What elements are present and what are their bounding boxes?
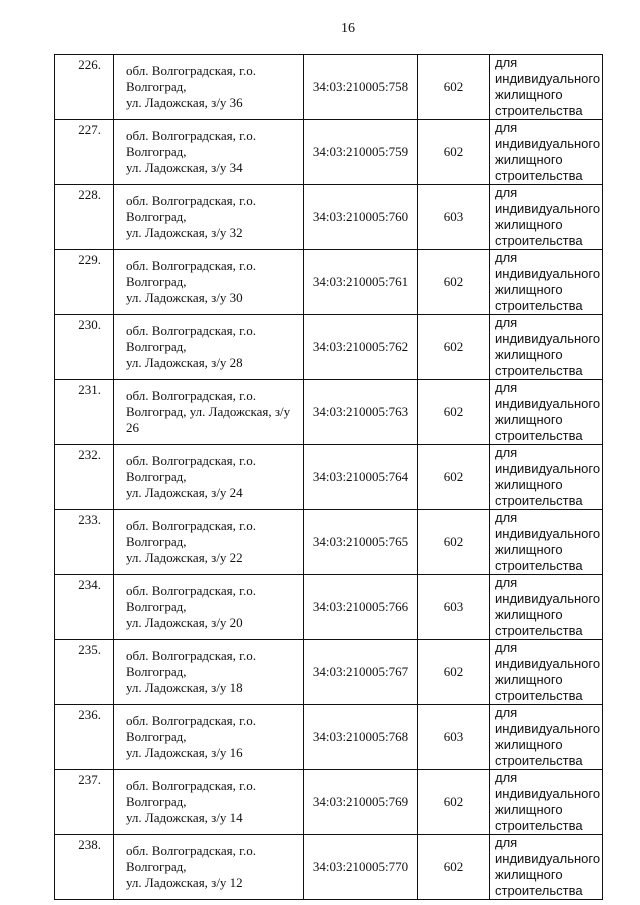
land-plots-table-body [55,55,603,900]
permitted-use-line: индивидуального [495,591,601,606]
plot-area: 603 [418,705,490,770]
permitted-use-line: строительства [495,558,583,573]
address-cell [114,120,304,185]
address-line: ул. Ладожская, з/у 28 [126,355,243,370]
permitted-use-cell [490,510,603,575]
permitted-use-line: для [495,380,518,395]
permitted-use-line: индивидуального [495,526,601,541]
permitted-use-line: для [495,185,518,200]
permitted-use-cell [490,250,603,315]
permitted-use-cell [490,120,603,185]
address-line: обл. Волгоградская, г.о. [126,778,256,793]
permitted-use-line: жилищного [495,607,563,622]
address-line: Волгоград, [126,664,187,679]
permitted-use-line: строительства [495,168,583,183]
permitted-use-line: строительства [495,883,583,898]
table-row [55,575,603,640]
row-number: 230. [55,315,114,380]
cadastral-number: 34:03:210005:768 [304,705,418,770]
plot-area: 602 [418,380,490,445]
plot-area: 602 [418,55,490,120]
permitted-use-cell [490,315,603,380]
address-line: ул. Ладожская, з/у 20 [126,615,243,630]
permitted-use-line: индивидуального [495,331,601,346]
address-cell [114,705,304,770]
row-number: 235. [55,640,114,705]
permitted-use-line: для [495,575,518,590]
table-row [55,55,603,120]
permitted-use-line: для [495,510,518,525]
table-row [55,120,603,185]
permitted-use-line: индивидуального [495,461,601,476]
row-number: 226. [55,55,114,120]
address-line: ул. Ладожская, з/у 16 [126,745,243,760]
permitted-use-line: для [495,770,518,785]
address-line: обл. Волгоградская, г.о. [126,193,256,208]
cadastral-number: 34:03:210005:764 [304,445,418,510]
table-row [55,640,603,705]
row-number: 227. [55,120,114,185]
permitted-use-line: жилищного [495,737,563,752]
plot-area: 602 [418,250,490,315]
address-line: Волгоград, [126,144,187,159]
plot-area: 602 [418,510,490,575]
permitted-use-line: строительства [495,688,583,703]
table-row [55,510,603,575]
cadastral-number: 34:03:210005:765 [304,510,418,575]
address-line: Волгоград, [126,859,187,874]
land-plots-table [54,54,603,900]
address-line: обл. Волгоградская, г.о. [126,388,256,403]
address-cell [114,445,304,510]
address-line: Волгоград, [126,79,187,94]
permitted-use-line: жилищного [495,412,563,427]
address-cell [114,55,304,120]
cadastral-number: 34:03:210005:761 [304,250,418,315]
permitted-use-line: индивидуального [495,71,601,86]
permitted-use-line: жилищного [495,152,563,167]
row-number: 232. [55,445,114,510]
permitted-use-line: для [495,640,518,655]
address-line: обл. Волгоградская, г.о. [126,258,256,273]
address-line: Волгоград, [126,339,187,354]
permitted-use-line: жилищного [495,217,563,232]
row-number: 234. [55,575,114,640]
address-line: ул. Ладожская, з/у 32 [126,225,243,240]
permitted-use-line: для [495,250,518,265]
cadastral-number: 34:03:210005:759 [304,120,418,185]
cadastral-number: 34:03:210005:767 [304,640,418,705]
table-row [55,705,603,770]
address-line: ул. Ладожская, з/у 22 [126,550,243,565]
permitted-use-line: строительства [495,753,583,768]
address-line: обл. Волгоградская, г.о. [126,128,256,143]
address-line: ул. Ладожская, з/у 30 [126,290,243,305]
permitted-use-line: для [495,55,518,70]
permitted-use-line: строительства [495,233,583,248]
address-line: обл. Волгоградская, г.о. [126,713,256,728]
table-row [55,770,603,835]
address-line: ул. Ладожская, з/у 36 [126,95,243,110]
address-line: обл. Волгоградская, г.о. [126,63,256,78]
plot-area: 602 [418,445,490,510]
permitted-use-line: строительства [495,818,583,833]
row-number: 238. [55,835,114,900]
row-number: 236. [55,705,114,770]
row-number: 237. [55,770,114,835]
address-cell [114,510,304,575]
cadastral-number: 34:03:210005:762 [304,315,418,380]
plot-area: 602 [418,835,490,900]
permitted-use-line: строительства [495,428,583,443]
address-line: ул. Ладожская, з/у 14 [126,810,243,825]
permitted-use-line: строительства [495,623,583,638]
row-number: 229. [55,250,114,315]
address-line: обл. Волгоградская, г.о. [126,518,256,533]
address-cell [114,315,304,380]
permitted-use-line: индивидуального [495,201,601,216]
permitted-use-cell [490,640,603,705]
address-cell [114,250,304,315]
plot-area: 603 [418,185,490,250]
table-row [55,315,603,380]
address-line: ул. Ладожская, з/у 18 [126,680,243,695]
address-line: обл. Волгоградская, г.о. [126,453,256,468]
address-cell [114,185,304,250]
page-number: 16 [341,21,355,36]
address-line: Волгоград, [126,534,187,549]
permitted-use-cell [490,445,603,510]
address-cell [114,640,304,705]
address-line: Волгоград, [126,274,187,289]
address-line: обл. Волгоградская, г.о. [126,323,256,338]
permitted-use-cell [490,185,603,250]
address-cell [114,380,304,445]
address-line: обл. Волгоградская, г.о. [126,583,256,598]
permitted-use-cell [490,770,603,835]
plot-area: 602 [418,315,490,380]
cadastral-number: 34:03:210005:760 [304,185,418,250]
permitted-use-line: индивидуального [495,266,601,281]
plot-area: 603 [418,575,490,640]
address-line: Волгоград, [126,209,187,224]
address-line: ул. Ладожская, з/у 12 [126,875,243,890]
table-row [55,380,603,445]
permitted-use-line: для [495,120,518,135]
permitted-use-cell [490,705,603,770]
permitted-use-line: жилищного [495,867,563,882]
cadastral-number: 34:03:210005:758 [304,55,418,120]
address-cell [114,770,304,835]
plot-area: 602 [418,640,490,705]
plot-area: 602 [418,770,490,835]
address-line: 26 [126,420,139,435]
permitted-use-line: индивидуального [495,786,601,801]
permitted-use-line: индивидуального [495,396,601,411]
address-line: Волгоград, [126,729,187,744]
address-line: ул. Ладожская, з/у 24 [126,485,243,500]
permitted-use-line: для [495,705,518,720]
permitted-use-cell [490,55,603,120]
address-cell [114,835,304,900]
permitted-use-line: индивидуального [495,721,601,736]
permitted-use-cell [490,835,603,900]
permitted-use-line: жилищного [495,477,563,492]
address-line: Волгоград, ул. Ладожская, з/у [126,404,291,419]
row-number: 228. [55,185,114,250]
plot-area: 602 [418,120,490,185]
cadastral-number: 34:03:210005:766 [304,575,418,640]
permitted-use-line: жилищного [495,87,563,102]
permitted-use-line: строительства [495,103,583,118]
table-row [55,185,603,250]
permitted-use-line: жилищного [495,347,563,362]
permitted-use-cell [490,380,603,445]
address-line: Волгоград, [126,469,187,484]
permitted-use-line: для [495,445,518,460]
permitted-use-line: строительства [495,493,583,508]
address-cell [114,575,304,640]
permitted-use-line: для [495,835,518,850]
permitted-use-cell [490,575,603,640]
permitted-use-line: жилищного [495,282,563,297]
row-number: 233. [55,510,114,575]
address-line: ул. Ладожская, з/у 34 [126,160,243,175]
table-row [55,250,603,315]
table-row [55,445,603,510]
address-line: Волгоград, [126,794,187,809]
permitted-use-line: жилищного [495,542,563,557]
address-line: обл. Волгоградская, г.о. [126,843,256,858]
address-line: Волгоград, [126,599,187,614]
table-row [55,835,603,900]
permitted-use-line: жилищного [495,802,563,817]
permitted-use-line: для [495,315,518,330]
row-number: 231. [55,380,114,445]
cadastral-number: 34:03:210005:763 [304,380,418,445]
permitted-use-line: индивидуального [495,656,601,671]
permitted-use-line: строительства [495,298,583,313]
cadastral-number: 34:03:210005:769 [304,770,418,835]
permitted-use-line: строительства [495,363,583,378]
permitted-use-line: индивидуального [495,136,601,151]
permitted-use-line: индивидуального [495,851,601,866]
address-line: обл. Волгоградская, г.о. [126,648,256,663]
cadastral-number: 34:03:210005:770 [304,835,418,900]
permitted-use-line: жилищного [495,672,563,687]
